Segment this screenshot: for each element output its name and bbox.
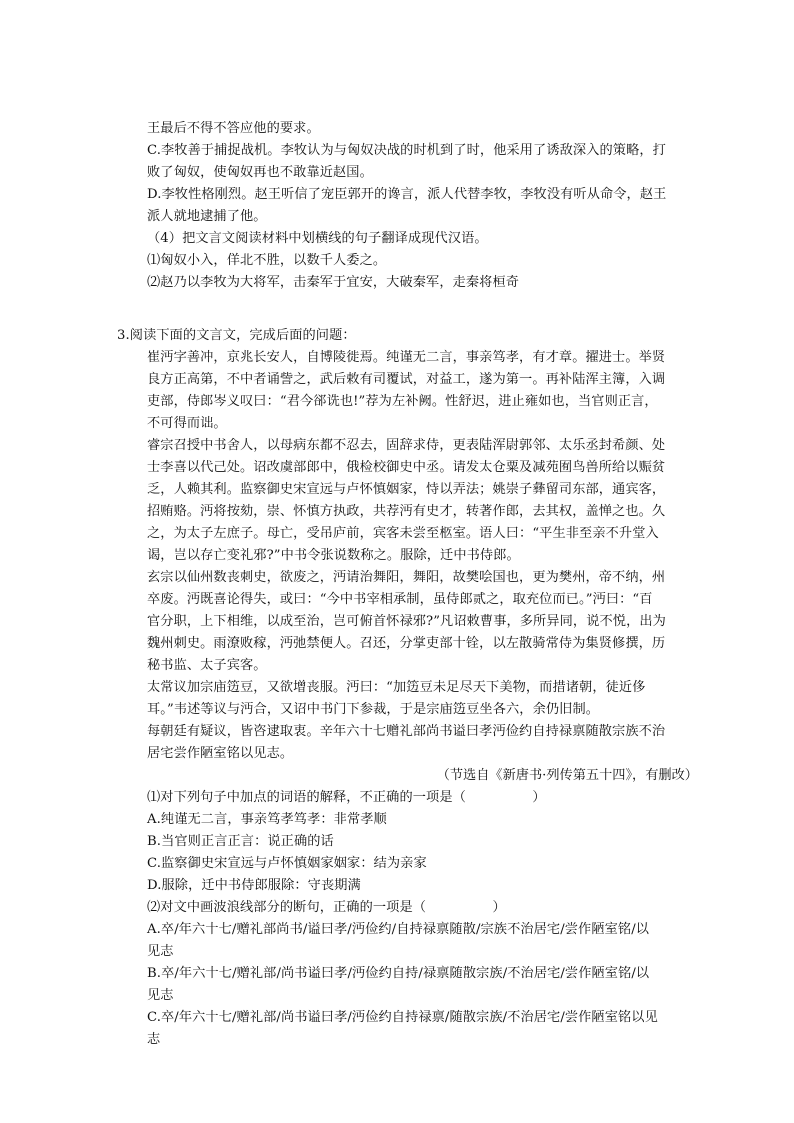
translation-item-1: ⑴匈奴小入，佯北不胜，以数千人委之。 — [147, 253, 387, 268]
passage-line: 良方正高第，不中者诵訾之，武后敕有司覆试，对益工，遂为第一。再补陆浑主簿，入调 — [147, 372, 666, 387]
passage-line: 睿宗召授中书舍人，以母病东都不忍去，固辞求侍，更表陆浑尉郭邻、太乐丞封希颜、处 — [147, 438, 666, 453]
sub2-option-a: A.卒/年六十七/赠礼部尚书/谥曰孝/沔俭约/自持禄禀随散/宗族不治居宅/尝作陋室铭/以 — [147, 922, 650, 937]
sub2-option-c-cont: 志 — [147, 1032, 161, 1047]
question-3-heading: 3.阅读下面的文言文，完成后面的问题： — [117, 328, 356, 343]
sub1-option-a: A.纯谨无二言，事亲笃孝笃孝：非常孝顺 — [147, 812, 387, 827]
text-line: 派人就地逮捕了他。 — [147, 209, 267, 224]
option-d: D.李牧性格刚烈。赵王听信了宠臣郭开的谗言，派人代替李牧，李牧没有听从命令，赵王 — [147, 187, 667, 202]
passage-line: 乏，人赖其利。监察御史宋宣远与卢怀慎姻家，恃以弄法；姚崇子彝留司东部，通宾客， — [147, 482, 666, 497]
passage-line: 官分职，上下相维，以成至治，岂可俯首怀禄邪?”凡诏敕曹事，多所异同，说不悦，出为 — [147, 614, 666, 629]
sub1-option-b: B.当官则正言正言：说正确的话 — [147, 834, 334, 849]
passage-line: 士李喜以代己处。诏改虞部郎中，俄检校御史中丞。请发太仓粟及减苑囿鸟兽所给以赈贫 — [147, 460, 666, 475]
passage-line: 吏部，侍郎岑义叹曰：“君今郤诜也!”荐为左补阙。性舒迟，进止雍如也，当官则正言， — [147, 394, 658, 409]
sub-question-1-stem: ⑴对下列句子中加点的词语的解释，不正确的一项是（ ） — [147, 790, 546, 805]
passage-line: 谒，岂以存亡变礼邪?”中书令张说数称之。服除，迁中书侍郎。 — [147, 548, 520, 563]
passage-line: 秘书监、太子宾客。 — [147, 658, 267, 673]
passage-line: 招贿赂。沔将按劾，崇、怀慎方执政，共荐沔有史才，转著作郎，去其权，盖惮之也。久 — [147, 504, 666, 519]
passage-line: 魏州刺史。雨潦败稼，沔弛禁便人。召还，分掌吏部十铨，以左散骑常侍为集贤修撰，历 — [147, 636, 666, 651]
sub1-option-c: C.监察御史宋宣远与卢怀慎姻家姻家：结为亲家 — [147, 856, 427, 871]
sub2-option-b-cont: 见志 — [147, 988, 174, 1003]
translation-item-2: ⑵赵乃以李牧为大将军，击秦军于宜安，大破秦军，走秦将桓奇 — [147, 275, 520, 290]
text-line: 王最后不得不答应他的要求。 — [147, 121, 320, 136]
passage-line-wavy: 居宅尝作陋室铭以见志。 — [147, 746, 294, 761]
text-line: 败了匈奴，使匈奴再也不敢靠近赵国。 — [147, 165, 373, 180]
passage-line: 卒废。沔既喜论得失，或曰：“今中书宰相承制，虽侍郎贰之，取充位而已。”沔曰：“百 — [147, 592, 653, 607]
sub2-option-c: C.卒/年六十七/赠礼部/尚书谥曰孝/沔俭约自持禄禀/随散宗族/不治居宅/尝作陋室铭以见 — [147, 1010, 658, 1025]
passage-line: 太常议加宗庙笾豆，又欲增丧服。沔曰：“加笾豆未足尽天下美物，而措诸朝，徒近侈 — [147, 680, 646, 695]
passage-line: 不可得而诎。 — [147, 416, 227, 431]
sub2-option-a-cont: 见志 — [147, 944, 174, 959]
sub1-option-d: D.服除，迁中书侍郎服除：守丧期满 — [147, 878, 361, 893]
passage-line: 崔沔字善冲，京兆长安人，自博陵徙焉。纯谨无二言，事亲笃孝，有才章。擢进士。举贤 — [147, 350, 666, 365]
passage-line: 之，为太子左庶子。母亡，受吊庐前，宾客未尝至柩室。语人曰：“平生非至亲不升堂入 — [147, 526, 659, 541]
passage-line-wavy: 每朝廷有疑议，皆咨逮取衷。辛年六十七赠礼部尚书谥曰孝沔俭约自持禄禀随散宗族不治 — [147, 724, 666, 739]
question-4-stem: （4）把文言文阅读材料中划横线的句子翻译成现代汉语。 — [147, 231, 488, 246]
sub2-option-b: B.卒/年六十七/赠礼部/尚书谥曰孝/沔俭约自持/禄禀随散宗族/不治居宅/尝作陋室铭/以 — [147, 966, 650, 981]
source-citation: （节选自《新唐书·列传第五十四》，有删改） — [436, 768, 698, 783]
passage-line: 玄宗以仙州数丧刺史，欲废之，沔请治舞阳，舞阳，故樊哙国也，更为樊州，帝不纳，州 — [147, 570, 666, 585]
passage-line: 耳。”韦述等议与沔合，又诏中书门下参裁，于是宗庙笾豆坐各六，余仍旧制。 — [147, 702, 600, 717]
sub-question-2-stem: ⑵对文中画波浪线部分的断句，正确的一项是（ ） — [147, 900, 506, 915]
option-c: C.李牧善于捕捉战机。李牧认为与匈奴决战的时机到了时，他采用了诱敌深入的策略，打 — [147, 143, 666, 158]
